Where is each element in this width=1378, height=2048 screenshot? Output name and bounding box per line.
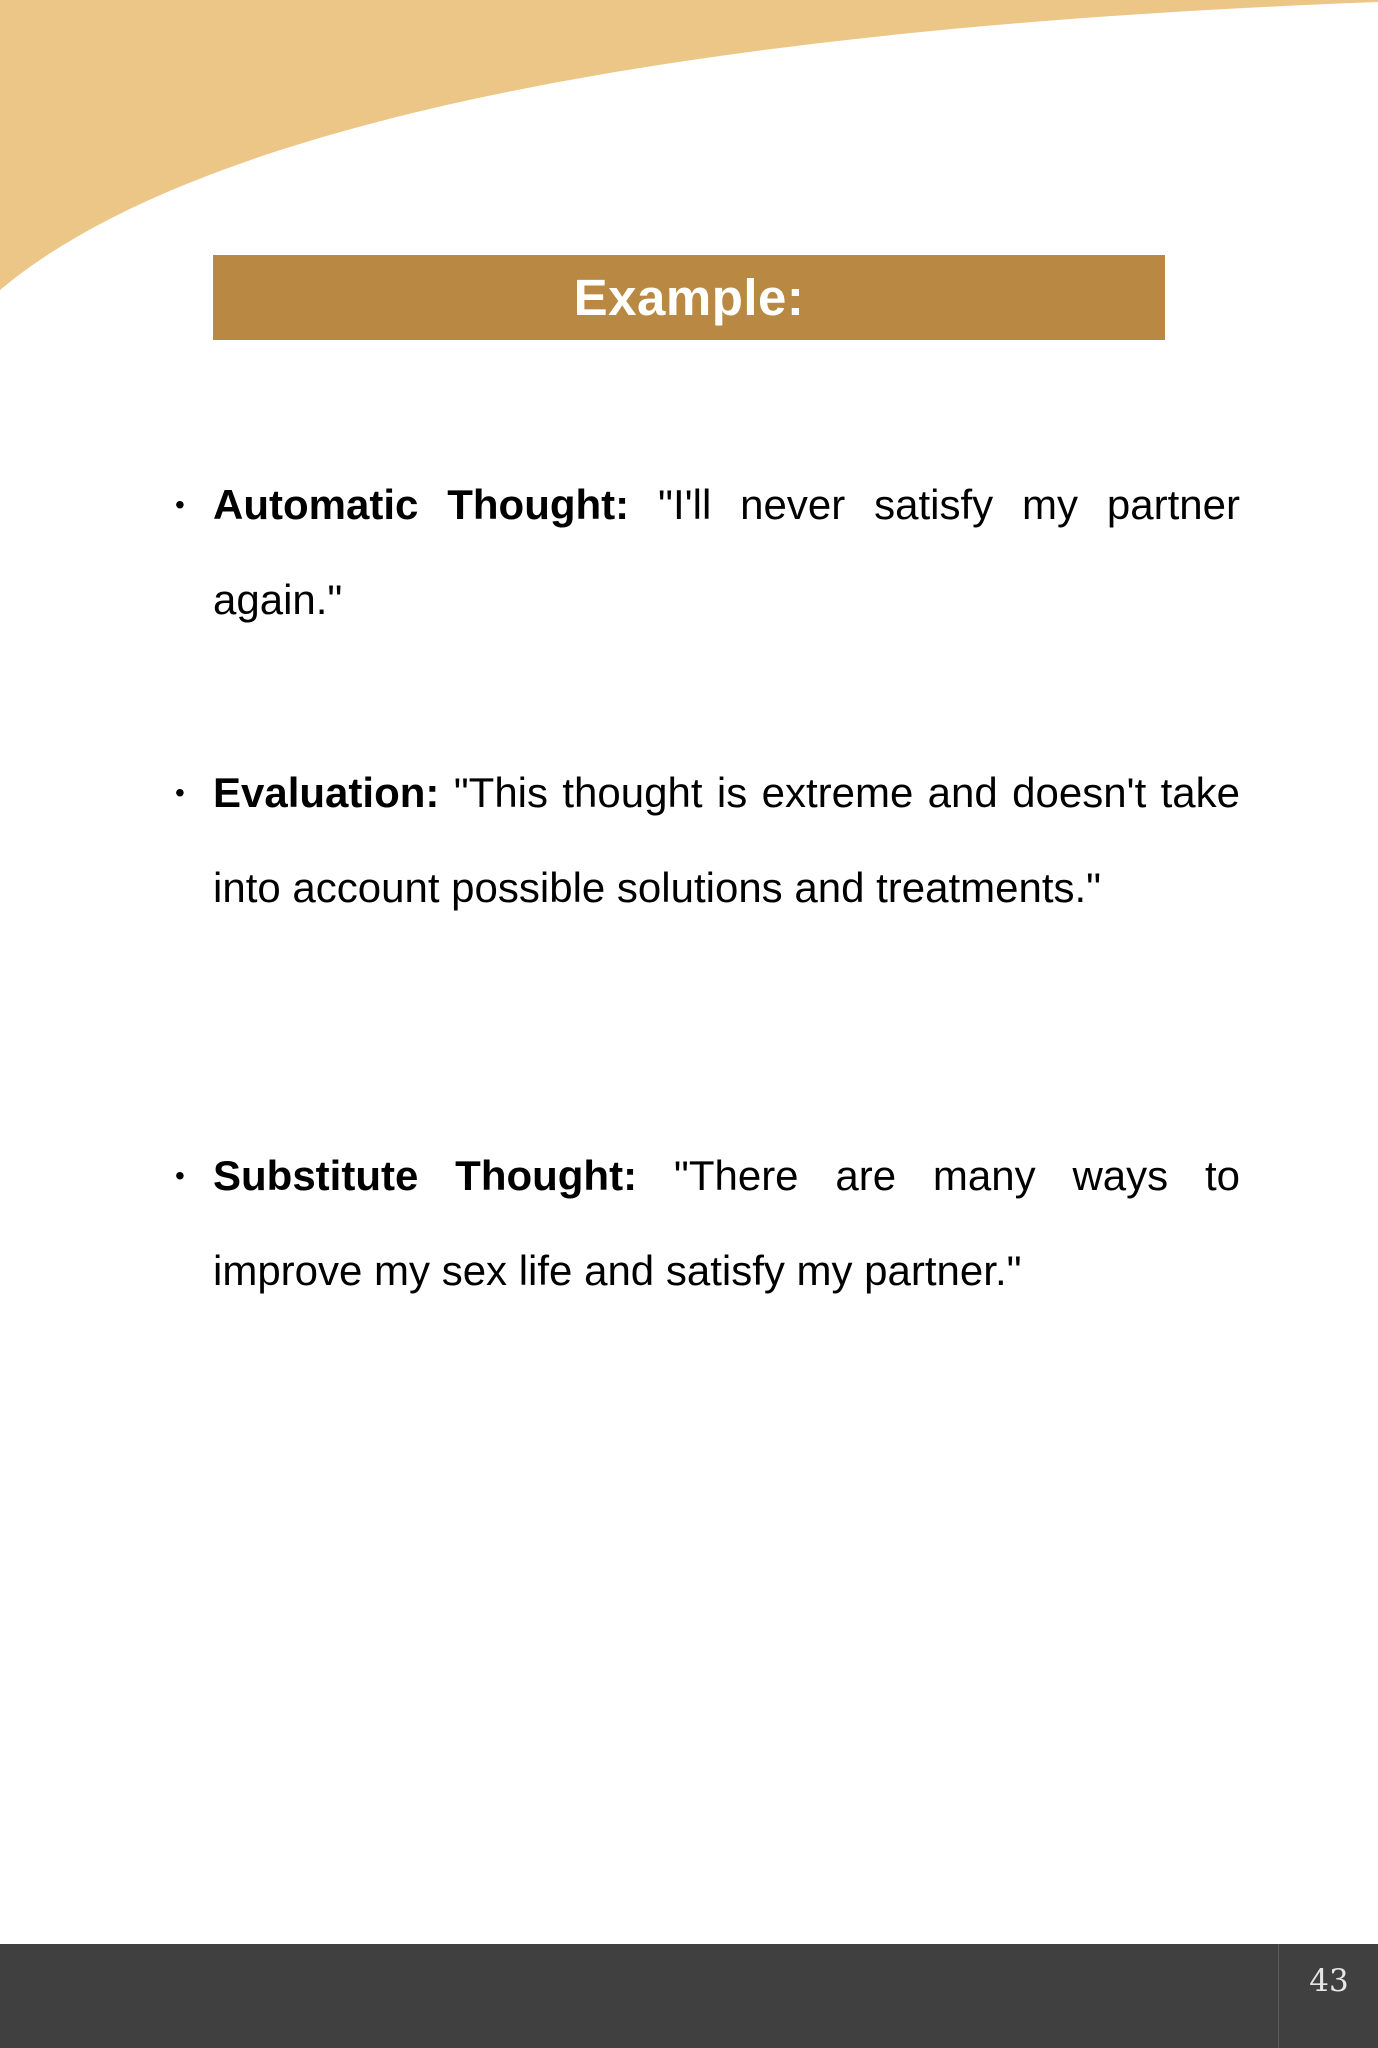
- list-item-automatic-thought: [175, 457, 1240, 647]
- title-banner: [213, 255, 1165, 340]
- page-number-box: [1278, 1944, 1378, 2048]
- bullet-icon: •: [175, 1160, 185, 1191]
- item-text: "This thought is extreme and doesn't take into account possible solutions and treatments.": [213, 769, 1240, 911]
- item-term: Evaluation:: [213, 769, 440, 816]
- page-title: Example:: [573, 269, 805, 326]
- bullet-icon: •: [175, 777, 185, 808]
- item-text: "There are many ways to improve my sex life and satisfy my partner.": [213, 1152, 1240, 1294]
- item-text: "I'll never satisfy my partner again.": [213, 481, 1240, 623]
- list-item-substitute-thought: [175, 1128, 1240, 1318]
- footer-bar: [0, 1944, 1378, 2048]
- page-number: 43: [1309, 1963, 1349, 1999]
- bullet-icon: •: [175, 489, 185, 520]
- item-term: Substitute Thought:: [213, 1152, 638, 1199]
- item-term: Automatic Thought:: [213, 481, 630, 528]
- list-item-evaluation: [175, 745, 1240, 935]
